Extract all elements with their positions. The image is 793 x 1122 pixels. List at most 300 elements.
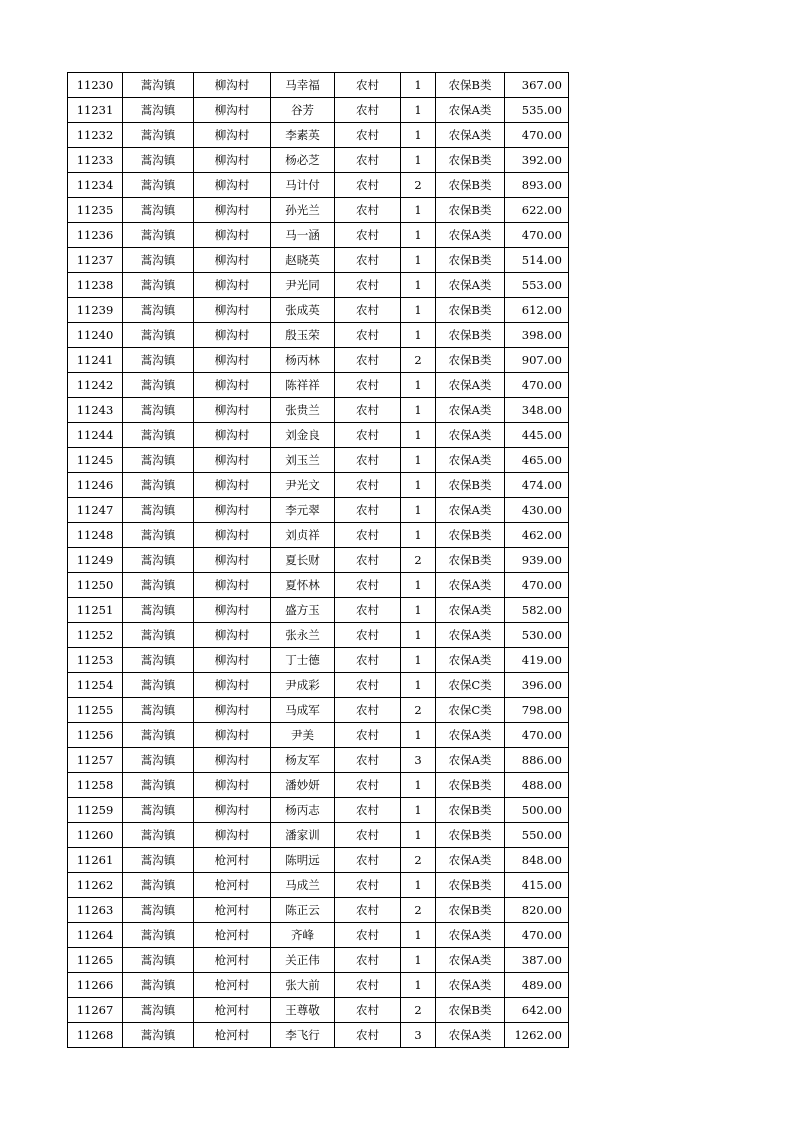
area-type-cell: 农村 xyxy=(335,548,401,573)
category-cell: 农保A类 xyxy=(436,598,505,623)
village-cell: 枪河村 xyxy=(194,898,271,923)
area-type-cell: 农村 xyxy=(335,473,401,498)
area-type-cell: 农村 xyxy=(335,898,401,923)
table-row xyxy=(68,198,569,223)
household-count-cell: 1 xyxy=(401,223,436,248)
amount-cell: 553.00 xyxy=(505,273,569,298)
town-cell: 蒿沟镇 xyxy=(123,598,194,623)
row-number: 11254 xyxy=(68,673,123,698)
table-row xyxy=(68,973,569,998)
amount-cell: 470.00 xyxy=(505,723,569,748)
area-type-cell: 农村 xyxy=(335,223,401,248)
household-count-cell: 2 xyxy=(401,898,436,923)
area-type-cell: 农村 xyxy=(335,98,401,123)
village-cell: 枪河村 xyxy=(194,948,271,973)
category-cell: 农保A类 xyxy=(436,723,505,748)
village-cell: 柳沟村 xyxy=(194,148,271,173)
household-count-cell: 1 xyxy=(401,623,436,648)
name-cell: 关正伟 xyxy=(271,948,335,973)
row-number: 11239 xyxy=(68,298,123,323)
amount-cell: 582.00 xyxy=(505,598,569,623)
table-row xyxy=(68,398,569,423)
category-cell: 农保B类 xyxy=(436,248,505,273)
town-cell: 蒿沟镇 xyxy=(123,73,194,98)
row-number: 11230 xyxy=(68,73,123,98)
household-count-cell: 1 xyxy=(401,923,436,948)
table-row xyxy=(68,923,569,948)
area-type-cell: 农村 xyxy=(335,498,401,523)
area-type-cell: 农村 xyxy=(335,598,401,623)
area-type-cell: 农村 xyxy=(335,998,401,1023)
amount-cell: 622.00 xyxy=(505,198,569,223)
town-cell: 蒿沟镇 xyxy=(123,998,194,1023)
town-cell: 蒿沟镇 xyxy=(123,148,194,173)
amount-cell: 398.00 xyxy=(505,323,569,348)
town-cell: 蒿沟镇 xyxy=(123,798,194,823)
village-cell: 柳沟村 xyxy=(194,173,271,198)
amount-cell: 886.00 xyxy=(505,748,569,773)
area-type-cell: 农村 xyxy=(335,298,401,323)
amount-cell: 367.00 xyxy=(505,73,569,98)
area-type-cell: 农村 xyxy=(335,173,401,198)
village-cell: 柳沟村 xyxy=(194,598,271,623)
table-row xyxy=(68,248,569,273)
village-cell: 柳沟村 xyxy=(194,198,271,223)
table-row xyxy=(68,948,569,973)
town-cell: 蒿沟镇 xyxy=(123,723,194,748)
table-row xyxy=(68,648,569,673)
household-count-cell: 1 xyxy=(401,198,436,223)
town-cell: 蒿沟镇 xyxy=(123,398,194,423)
household-count-cell: 1 xyxy=(401,973,436,998)
household-count-cell: 1 xyxy=(401,148,436,173)
row-number: 11248 xyxy=(68,523,123,548)
amount-cell: 820.00 xyxy=(505,898,569,923)
amount-cell: 612.00 xyxy=(505,298,569,323)
household-count-cell: 1 xyxy=(401,948,436,973)
row-number: 11263 xyxy=(68,898,123,923)
household-count-cell: 1 xyxy=(401,523,436,548)
row-number: 11268 xyxy=(68,1023,123,1048)
row-number: 11250 xyxy=(68,573,123,598)
village-cell: 柳沟村 xyxy=(194,473,271,498)
town-cell: 蒿沟镇 xyxy=(123,173,194,198)
table-row xyxy=(68,473,569,498)
category-cell: 农保B类 xyxy=(436,998,505,1023)
village-cell: 柳沟村 xyxy=(194,123,271,148)
area-type-cell: 农村 xyxy=(335,973,401,998)
area-type-cell: 农村 xyxy=(335,798,401,823)
town-cell: 蒿沟镇 xyxy=(123,523,194,548)
village-cell: 柳沟村 xyxy=(194,373,271,398)
household-count-cell: 1 xyxy=(401,473,436,498)
name-cell: 刘贞祥 xyxy=(271,523,335,548)
name-cell: 王尊敬 xyxy=(271,998,335,1023)
category-cell: 农保B类 xyxy=(436,348,505,373)
category-cell: 农保B类 xyxy=(436,173,505,198)
area-type-cell: 农村 xyxy=(335,673,401,698)
area-type-cell: 农村 xyxy=(335,148,401,173)
category-cell: 农保C类 xyxy=(436,698,505,723)
name-cell: 殷玉荣 xyxy=(271,323,335,348)
table-row xyxy=(68,1023,569,1048)
village-cell: 柳沟村 xyxy=(194,748,271,773)
amount-cell: 488.00 xyxy=(505,773,569,798)
table-row xyxy=(68,773,569,798)
table-row xyxy=(68,823,569,848)
area-type-cell: 农村 xyxy=(335,323,401,348)
category-cell: 农保A类 xyxy=(436,923,505,948)
village-cell: 柳沟村 xyxy=(194,723,271,748)
household-count-cell: 1 xyxy=(401,373,436,398)
household-count-cell: 1 xyxy=(401,73,436,98)
row-number: 11260 xyxy=(68,823,123,848)
data-table xyxy=(67,72,569,1048)
row-number: 11237 xyxy=(68,248,123,273)
household-count-cell: 2 xyxy=(401,173,436,198)
village-cell: 柳沟村 xyxy=(194,398,271,423)
village-cell: 柳沟村 xyxy=(194,523,271,548)
town-cell: 蒿沟镇 xyxy=(123,923,194,948)
household-count-cell: 1 xyxy=(401,598,436,623)
town-cell: 蒿沟镇 xyxy=(123,673,194,698)
area-type-cell: 农村 xyxy=(335,773,401,798)
category-cell: 农保A类 xyxy=(436,623,505,648)
table-row xyxy=(68,498,569,523)
name-cell: 杨必芝 xyxy=(271,148,335,173)
village-cell: 枪河村 xyxy=(194,998,271,1023)
amount-cell: 470.00 xyxy=(505,223,569,248)
town-cell: 蒿沟镇 xyxy=(123,548,194,573)
row-number: 11259 xyxy=(68,798,123,823)
amount-cell: 392.00 xyxy=(505,148,569,173)
name-cell: 孙光兰 xyxy=(271,198,335,223)
category-cell: 农保B类 xyxy=(436,73,505,98)
village-cell: 柳沟村 xyxy=(194,98,271,123)
category-cell: 农保A类 xyxy=(436,98,505,123)
village-cell: 柳沟村 xyxy=(194,423,271,448)
household-count-cell: 1 xyxy=(401,423,436,448)
category-cell: 农保B类 xyxy=(436,323,505,348)
category-cell: 农保B类 xyxy=(436,473,505,498)
village-cell: 柳沟村 xyxy=(194,548,271,573)
table-row xyxy=(68,573,569,598)
village-cell: 柳沟村 xyxy=(194,648,271,673)
row-number: 11235 xyxy=(68,198,123,223)
household-count-cell: 1 xyxy=(401,448,436,473)
area-type-cell: 农村 xyxy=(335,848,401,873)
name-cell: 马成军 xyxy=(271,698,335,723)
table-row xyxy=(68,898,569,923)
table-row xyxy=(68,173,569,198)
category-cell: 农保A类 xyxy=(436,498,505,523)
amount-cell: 550.00 xyxy=(505,823,569,848)
name-cell: 尹成彩 xyxy=(271,673,335,698)
amount-cell: 474.00 xyxy=(505,473,569,498)
category-cell: 农保A类 xyxy=(436,123,505,148)
area-type-cell: 农村 xyxy=(335,748,401,773)
area-type-cell: 农村 xyxy=(335,123,401,148)
area-type-cell: 农村 xyxy=(335,923,401,948)
area-type-cell: 农村 xyxy=(335,448,401,473)
table-row xyxy=(68,348,569,373)
town-cell: 蒿沟镇 xyxy=(123,648,194,673)
household-count-cell: 1 xyxy=(401,98,436,123)
row-number: 11261 xyxy=(68,848,123,873)
table-row xyxy=(68,798,569,823)
table-row xyxy=(68,673,569,698)
area-type-cell: 农村 xyxy=(335,423,401,448)
name-cell: 马一涵 xyxy=(271,223,335,248)
household-count-cell: 1 xyxy=(401,823,436,848)
household-count-cell: 1 xyxy=(401,323,436,348)
village-cell: 柳沟村 xyxy=(194,298,271,323)
table-row xyxy=(68,73,569,98)
household-count-cell: 2 xyxy=(401,998,436,1023)
village-cell: 柳沟村 xyxy=(194,73,271,98)
name-cell: 张永兰 xyxy=(271,623,335,648)
table-row xyxy=(68,298,569,323)
category-cell: 农保C类 xyxy=(436,673,505,698)
category-cell: 农保A类 xyxy=(436,848,505,873)
town-cell: 蒿沟镇 xyxy=(123,373,194,398)
household-count-cell: 2 xyxy=(401,348,436,373)
town-cell: 蒿沟镇 xyxy=(123,98,194,123)
village-cell: 柳沟村 xyxy=(194,223,271,248)
amount-cell: 348.00 xyxy=(505,398,569,423)
table-row xyxy=(68,98,569,123)
row-number: 11266 xyxy=(68,973,123,998)
table-row xyxy=(68,623,569,648)
name-cell: 李飞行 xyxy=(271,1023,335,1048)
category-cell: 农保B类 xyxy=(436,523,505,548)
village-cell: 柳沟村 xyxy=(194,773,271,798)
row-number: 11249 xyxy=(68,548,123,573)
town-cell: 蒿沟镇 xyxy=(123,623,194,648)
name-cell: 潘妙妍 xyxy=(271,773,335,798)
category-cell: 农保A类 xyxy=(436,648,505,673)
table-row xyxy=(68,273,569,298)
table-row xyxy=(68,223,569,248)
area-type-cell: 农村 xyxy=(335,948,401,973)
row-number: 11255 xyxy=(68,698,123,723)
area-type-cell: 农村 xyxy=(335,873,401,898)
name-cell: 尹美 xyxy=(271,723,335,748)
category-cell: 农保A类 xyxy=(436,948,505,973)
row-number: 11252 xyxy=(68,623,123,648)
area-type-cell: 农村 xyxy=(335,648,401,673)
area-type-cell: 农村 xyxy=(335,348,401,373)
household-count-cell: 1 xyxy=(401,573,436,598)
area-type-cell: 农村 xyxy=(335,198,401,223)
name-cell: 陈明远 xyxy=(271,848,335,873)
household-count-cell: 1 xyxy=(401,673,436,698)
name-cell: 马计付 xyxy=(271,173,335,198)
category-cell: 农保A类 xyxy=(436,748,505,773)
table-row xyxy=(68,323,569,348)
household-count-cell: 2 xyxy=(401,848,436,873)
household-count-cell: 1 xyxy=(401,873,436,898)
village-cell: 枪河村 xyxy=(194,973,271,998)
town-cell: 蒿沟镇 xyxy=(123,898,194,923)
table-row xyxy=(68,998,569,1023)
row-number: 11236 xyxy=(68,223,123,248)
village-cell: 柳沟村 xyxy=(194,323,271,348)
category-cell: 农保B类 xyxy=(436,798,505,823)
amount-cell: 530.00 xyxy=(505,623,569,648)
name-cell: 齐峰 xyxy=(271,923,335,948)
row-number: 11267 xyxy=(68,998,123,1023)
table-row xyxy=(68,373,569,398)
table-row xyxy=(68,848,569,873)
row-number: 11240 xyxy=(68,323,123,348)
row-number: 11257 xyxy=(68,748,123,773)
category-cell: 农保B类 xyxy=(436,873,505,898)
amount-cell: 939.00 xyxy=(505,548,569,573)
name-cell: 刘金良 xyxy=(271,423,335,448)
name-cell: 马幸福 xyxy=(271,73,335,98)
village-cell: 柳沟村 xyxy=(194,498,271,523)
amount-cell: 419.00 xyxy=(505,648,569,673)
row-number: 11264 xyxy=(68,923,123,948)
row-number: 11251 xyxy=(68,598,123,623)
table-row xyxy=(68,148,569,173)
household-count-cell: 1 xyxy=(401,773,436,798)
area-type-cell: 农村 xyxy=(335,573,401,598)
row-number: 11234 xyxy=(68,173,123,198)
household-count-cell: 1 xyxy=(401,248,436,273)
row-number: 11246 xyxy=(68,473,123,498)
row-number: 11262 xyxy=(68,873,123,898)
village-cell: 柳沟村 xyxy=(194,448,271,473)
village-cell: 柳沟村 xyxy=(194,798,271,823)
row-number: 11256 xyxy=(68,723,123,748)
row-number: 11265 xyxy=(68,948,123,973)
table-row xyxy=(68,698,569,723)
row-number: 11245 xyxy=(68,448,123,473)
name-cell: 谷芳 xyxy=(271,98,335,123)
name-cell: 尹光文 xyxy=(271,473,335,498)
table-row xyxy=(68,598,569,623)
category-cell: 农保A类 xyxy=(436,448,505,473)
amount-cell: 848.00 xyxy=(505,848,569,873)
amount-cell: 470.00 xyxy=(505,923,569,948)
name-cell: 夏怀林 xyxy=(271,573,335,598)
amount-cell: 470.00 xyxy=(505,123,569,148)
name-cell: 杨丙志 xyxy=(271,798,335,823)
table-body xyxy=(68,73,569,1048)
category-cell: 农保B类 xyxy=(436,548,505,573)
village-cell: 柳沟村 xyxy=(194,348,271,373)
village-cell: 枪河村 xyxy=(194,848,271,873)
category-cell: 农保A类 xyxy=(436,423,505,448)
table-row xyxy=(68,548,569,573)
amount-cell: 430.00 xyxy=(505,498,569,523)
amount-cell: 1262.00 xyxy=(505,1023,569,1048)
area-type-cell: 农村 xyxy=(335,623,401,648)
town-cell: 蒿沟镇 xyxy=(123,323,194,348)
town-cell: 蒿沟镇 xyxy=(123,948,194,973)
row-number: 11243 xyxy=(68,398,123,423)
category-cell: 农保A类 xyxy=(436,398,505,423)
row-number: 11242 xyxy=(68,373,123,398)
village-cell: 柳沟村 xyxy=(194,698,271,723)
village-cell: 柳沟村 xyxy=(194,623,271,648)
name-cell: 尹光同 xyxy=(271,273,335,298)
category-cell: 农保A类 xyxy=(436,273,505,298)
area-type-cell: 农村 xyxy=(335,248,401,273)
town-cell: 蒿沟镇 xyxy=(123,748,194,773)
town-cell: 蒿沟镇 xyxy=(123,573,194,598)
row-number: 11232 xyxy=(68,123,123,148)
amount-cell: 535.00 xyxy=(505,98,569,123)
household-count-cell: 1 xyxy=(401,498,436,523)
row-number: 11253 xyxy=(68,648,123,673)
village-cell: 枪河村 xyxy=(194,1023,271,1048)
area-type-cell: 农村 xyxy=(335,273,401,298)
amount-cell: 465.00 xyxy=(505,448,569,473)
household-count-cell: 2 xyxy=(401,548,436,573)
household-count-cell: 2 xyxy=(401,698,436,723)
name-cell: 陈祥祥 xyxy=(271,373,335,398)
area-type-cell: 农村 xyxy=(335,73,401,98)
town-cell: 蒿沟镇 xyxy=(123,823,194,848)
name-cell: 李元翠 xyxy=(271,498,335,523)
town-cell: 蒿沟镇 xyxy=(123,223,194,248)
amount-cell: 387.00 xyxy=(505,948,569,973)
town-cell: 蒿沟镇 xyxy=(123,698,194,723)
town-cell: 蒿沟镇 xyxy=(123,423,194,448)
category-cell: 农保B类 xyxy=(436,773,505,798)
village-cell: 柳沟村 xyxy=(194,273,271,298)
row-number: 11233 xyxy=(68,148,123,173)
area-type-cell: 农村 xyxy=(335,1023,401,1048)
name-cell: 盛方玉 xyxy=(271,598,335,623)
town-cell: 蒿沟镇 xyxy=(123,348,194,373)
name-cell: 李素英 xyxy=(271,123,335,148)
row-number: 11258 xyxy=(68,773,123,798)
town-cell: 蒿沟镇 xyxy=(123,448,194,473)
amount-cell: 489.00 xyxy=(505,973,569,998)
town-cell: 蒿沟镇 xyxy=(123,198,194,223)
name-cell: 杨友军 xyxy=(271,748,335,773)
category-cell: 农保B类 xyxy=(436,898,505,923)
category-cell: 农保A类 xyxy=(436,223,505,248)
amount-cell: 462.00 xyxy=(505,523,569,548)
name-cell: 张贵兰 xyxy=(271,398,335,423)
area-type-cell: 农村 xyxy=(335,398,401,423)
town-cell: 蒿沟镇 xyxy=(123,773,194,798)
area-type-cell: 农村 xyxy=(335,523,401,548)
household-count-cell: 1 xyxy=(401,273,436,298)
category-cell: 农保A类 xyxy=(436,973,505,998)
household-count-cell: 1 xyxy=(401,398,436,423)
household-count-cell: 1 xyxy=(401,298,436,323)
table-row xyxy=(68,448,569,473)
table-row xyxy=(68,423,569,448)
row-number: 11244 xyxy=(68,423,123,448)
category-cell: 农保A类 xyxy=(436,573,505,598)
name-cell: 夏长财 xyxy=(271,548,335,573)
name-cell: 马成兰 xyxy=(271,873,335,898)
town-cell: 蒿沟镇 xyxy=(123,273,194,298)
amount-cell: 798.00 xyxy=(505,698,569,723)
amount-cell: 470.00 xyxy=(505,573,569,598)
name-cell: 杨丙林 xyxy=(271,348,335,373)
category-cell: 农保B类 xyxy=(436,298,505,323)
category-cell: 农保A类 xyxy=(436,1023,505,1048)
area-type-cell: 农村 xyxy=(335,723,401,748)
